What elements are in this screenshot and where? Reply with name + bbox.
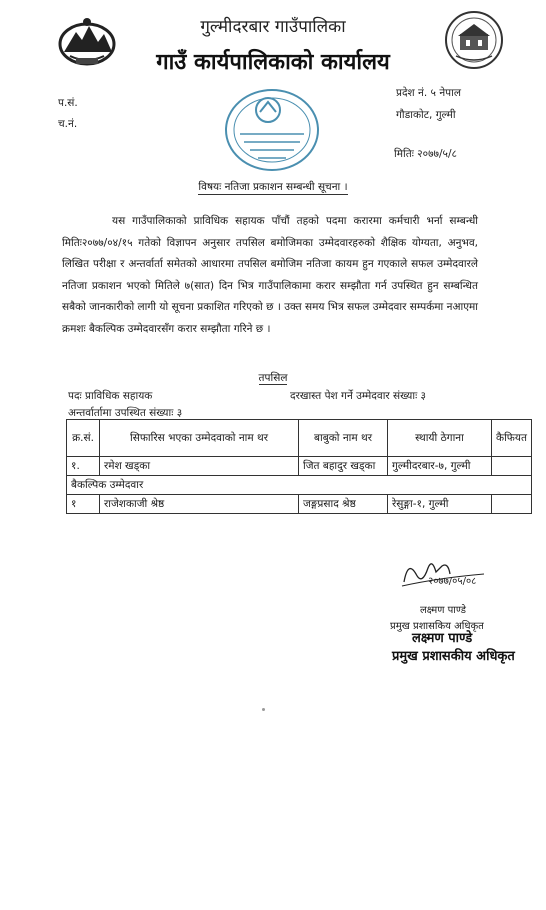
cell-candidate-name: रमेश खड्का [100,457,299,476]
seal-signer-designation: प्रमुख प्रशासकीय अधिकृत [392,649,515,664]
notice-date: मितिः २०७७/५/८ [394,148,457,160]
subject-text: विषयः नतिजा प्रकाशन सम्बन्धी सूचना । [198,181,348,193]
applicant-count: दरखास्त पेश गर्ने उम्मेदवार संख्याः ३ [290,390,427,402]
header-remarks: कैफियत [492,420,532,457]
header-candidate-name: सिफारिस भएका उम्मेदवाको नाम थर [100,420,299,457]
signer-designation: प्रमुख प्रशासकिय अधिकृत [390,621,484,632]
seal-signer-name: लक्ष्मण पाण्डे [412,631,473,646]
cell-remarks [492,495,532,514]
notice-body: यस गाउँपालिकाको प्राविधिक सहायक पाँचौं तहको पदमा करारमा कर्मचारी भर्ना सम्बन्धी मितिः२०७७/०४/१५ गतेको विज्ञापन अनुसार तपसिल बमोजिमका उम्मेदवारहरुको शैक्षिक योग्यता, अनुभव, लिखित परीक्षा र अन्तर्वार्ता समेतको आधारमा तपसिल बमोजिम नतिजा कायम हुन गएकाले सफल उम्मेदवारले नतिजा प्रकाशन भएको मितिले ७(सात) दिन भित्र गाउँपालिकामा करार सम्झौता गर्न उपस्थित हुन सम्बन्धित सबैको जानकारीको लागी यो सूचना प्रकाशित गरिएको छ । उक्त समय भित्र सफल उम्मेदवार सम्पर्कमा नआएमा क्रमशः बैकल्पिक उम्मेदवारसँग करार सम्झौता गरिने छ । [62,215,478,335]
header-address: स्थायी ठेगाना [388,420,492,457]
results-table [66,419,532,514]
cell-sn: १. [67,457,100,476]
cell-address: गुल्मीदरबार-७, गुल्मी [388,457,492,476]
scan-speck [262,708,265,711]
office-stamp [220,84,324,176]
table-row [67,457,532,476]
cell-father-name: जित बहादुर खड्का [299,457,388,476]
cell-remarks [492,457,532,476]
office-name: गाउँ कार्यपालिकाको कार्यालय [156,50,390,75]
signer-name: लक्ष्मण पाण्डे [420,605,466,616]
handwritten-signature [398,552,488,592]
details-heading [0,371,546,385]
address-province: प्रदेश नं. ५ नेपाल [396,87,461,99]
address-location: गौडाकोट, गुल्मी [396,109,456,121]
alternate-label-row [67,476,532,495]
signature-date: २०७७/०५/०८ [428,576,477,587]
header-father-name: बाबुको नाम थर [299,420,388,457]
subject-line [0,180,546,194]
table-header-row [67,420,532,457]
alternate-candidate-label: बैकल्पिक उम्मेदवार [67,476,532,495]
cell-father-name: जङ्गप्रसाद श्रेष्ठ [299,495,388,514]
post-name: पदः प्राविधिक सहायक [68,390,153,402]
dispatch-number-label: च.नं. [58,118,78,130]
cell-sn: १ [67,495,100,514]
cell-candidate-name: राजेशकाजी श्रेष्ठ [100,495,299,514]
interview-count: अन्तर्वार्तामा उपस्थित संख्याः ३ [68,407,183,419]
header-sn: क्र.सं. [67,420,100,457]
table-row [67,495,532,514]
letter-number-label: प.सं. [58,97,78,109]
municipality-name: गुल्मीदरबार गाउँपालिका [200,17,346,37]
details-heading-text: तपसिल [258,372,288,384]
cell-address: रेसुङ्गा-१, गुल्मी [388,495,492,514]
